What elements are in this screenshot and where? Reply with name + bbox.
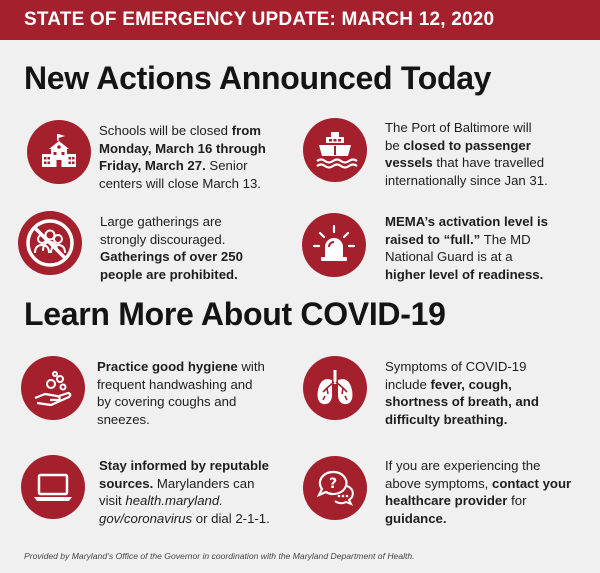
handwashing-icon <box>21 356 85 420</box>
gatherings-text: Large gatherings are strongly discouraged. Gatherings of over 250 people are prohibited. <box>100 214 243 282</box>
school-building-icon <box>27 120 91 184</box>
laptop-icon <box>21 455 85 519</box>
ship-icon <box>303 118 367 182</box>
alarm-light-icon <box>302 213 366 277</box>
contact-provider-text: If you are experiencing the above symptoms, contact your healthcare provider for guidance. <box>385 458 572 526</box>
question-chat-icon <box>303 456 367 520</box>
svg-text:?: ? <box>328 476 338 492</box>
lungs-icon <box>303 356 367 420</box>
mema-activation-text: MEMA’s activation level is raised to “full.” The MD National Guard is at a higher level of readiness. <box>385 214 548 282</box>
hygiene-text: Practice good hygiene with frequent handwashing and by covering coughs and sneezes. <box>97 359 265 427</box>
symptoms-text: Symptoms of COVID-19 include fever, cough, shortness of breath, and difficulty breathing. <box>385 359 539 427</box>
banner-title: STATE OF EMERGENCY UPDATE: MARCH 12, 2020 <box>0 0 600 40</box>
stay-informed-text: Stay informed by reputable sources. Marylanders can visit health.maryland. gov/coronavirus or dial 2-1-1. <box>99 458 270 526</box>
schools-closure-text: Schools will be closed from Monday, March 16 through Friday, March 27. Senior centers will close March 13. <box>99 123 266 191</box>
section-heading-learn-more: Learn More About COVID-19 <box>24 296 446 332</box>
footer-credit: Provided by Maryland’s Office of the Governor in coordination with the Maryland Department of Health. <box>24 551 415 561</box>
port-closure-text: The Port of Baltimore will be closed to passenger vessels that have travelled internationally since Jan 31. <box>385 120 548 188</box>
no-crowd-icon <box>18 211 82 275</box>
section-heading-new-actions: New Actions Announced Today <box>24 60 492 96</box>
